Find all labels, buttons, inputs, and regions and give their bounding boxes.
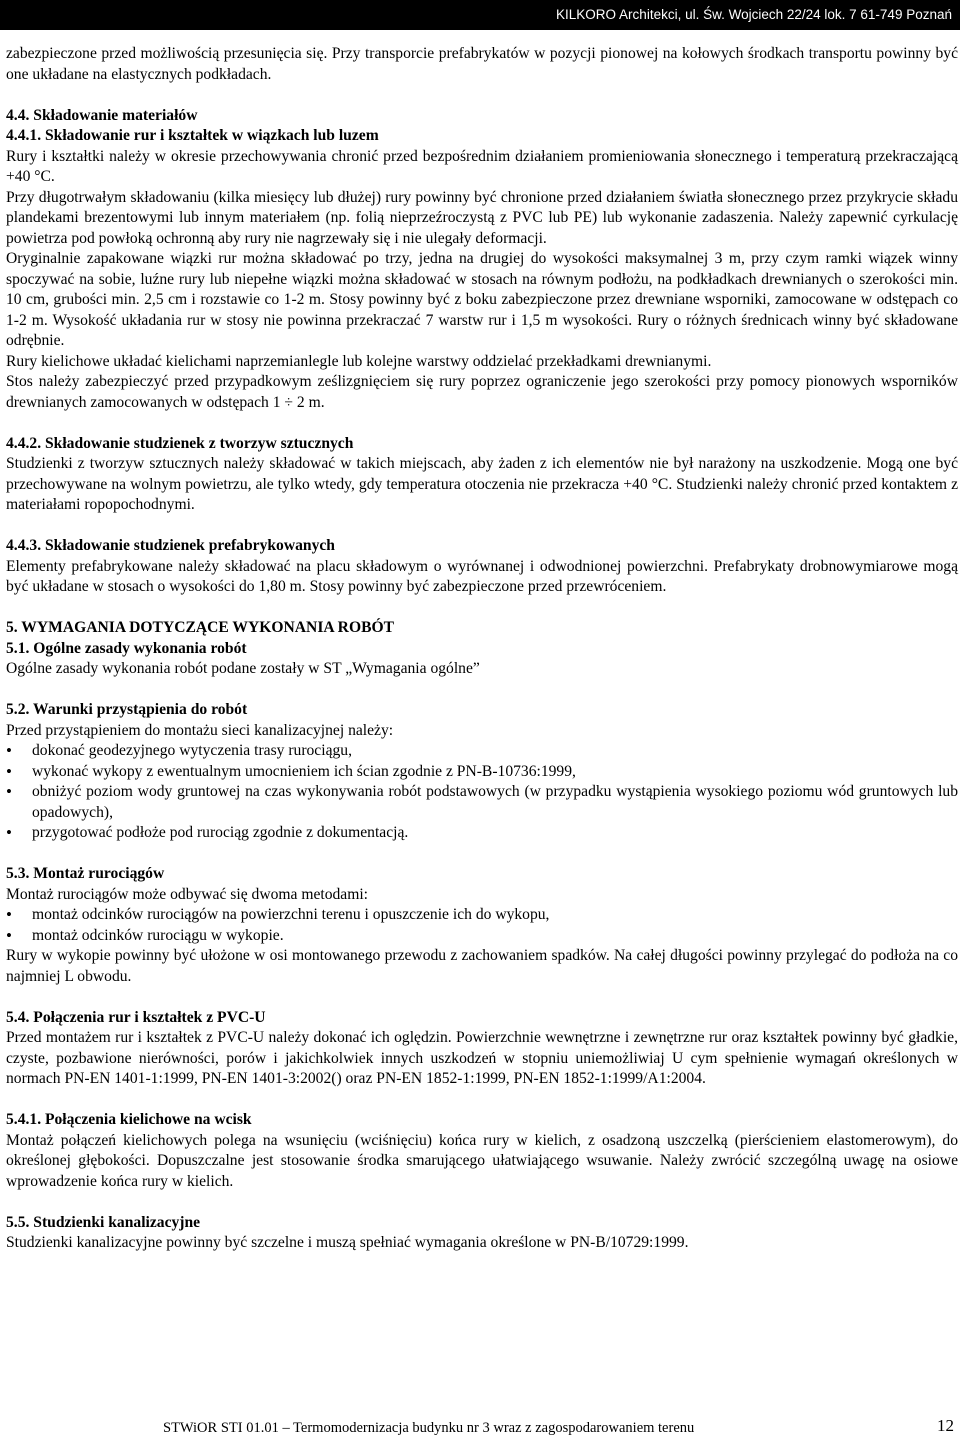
list-item: • przygotować podłoże pod rurociąg zgodnie z dokumentacją.	[6, 823, 958, 844]
paragraph: Przed przystąpieniem do montażu sieci kanalizacyjnej należy:	[6, 721, 394, 739]
header-text: KILKORO Architekci, ul. Św. Wojciech 22/24 lok. 7 61-749 Poznań	[556, 7, 952, 22]
paragraph: Studzienki kanalizacyjne powinny być szczelne i muszą spełniać wymagania określone w PN-B/10729:1999.	[6, 1234, 689, 1251]
section-heading: 4.4. Składowanie materiałów	[6, 106, 198, 124]
paragraph: Montaż rurociągów może odbywać się dwoma metodami:	[6, 885, 369, 903]
paragraph: Rury i kształtki należy w okresie przechowywania chronić przed bezpośrednim działaniem promieniowania słonecznego i temperaturą przekraczającą +40 °C.	[6, 147, 958, 185]
paragraph: Rury kielichowe układać kielichami naprzemianlegle lub kolejne warstwy oddzielać przekładkami drewnianymi.	[6, 352, 712, 370]
subsection-heading: 5.3. Montaż rurociągów	[6, 865, 165, 882]
list-item: • montaż odcinków rurociągów na powierzchni terenu i opuszczenie ich do wykopu,	[6, 905, 958, 926]
list-item: • obniżyć poziom wody gruntowej na czas wykonywania robót podstawowych (w przypadku wystąpienia wysokiego poziomu wód gruntowych lub opadowych),	[6, 782, 958, 823]
page-number: 12	[937, 1416, 954, 1435]
paragraph: Elementy prefabrykowane należy składować na placu składowym o wyrównanej i odwodnionej powierzchni. Prefabrykaty drobnowymiarowe mogą być układane w stosach o wysokości do 1,80 m. Stosy powinny być zabezpieczone przed przewróceniem.	[6, 557, 958, 595]
page-header	[0, 0, 960, 30]
bullet-list	[6, 741, 958, 844]
subsection-heading: 5.1. Ogólne zasady wykonania robót	[6, 639, 247, 657]
paragraph: zabezpieczone przed możliwością przesunięcia się. Przy transporcie prefabrykatów w pozycji pionowej na kołowych środkach transportu powinny być one układane na elastycznych podkładach.	[6, 45, 958, 83]
paragraph: Przy długotrwałym składowaniu (kilka miesięcy lub dłużej) rury powinny być chronione przed działaniem światła słonecznego przez przykrycie składu plandekami brezentowymi lub innym materiałem (np. folią nieprzeźroczystą z PVC lub PE) lub wykonanie zadaszenia. Należy zapewnić cyrkulację powietrza pod powłoką ochronną aby rury nie nagrzewały się i nie ulegały deformacji.	[6, 188, 958, 247]
paragraph: Przed montażem rur i kształtek z PVC-U należy dokonać ich oględzin. Powierzchnie wewnętrzne i zewnętrzne rur oraz kształtek powinny być gładkie, czyste, pozbawione nierówności, porów i jakichkolwiek innych uszkodzeń w stopniu uniemożliwiaj U cym spełnienie wymagań określonych w normach PN-EN 1401-1:1999, PN-EN 1401-3:2002() oraz PN-EN 1852-1:1999, PN-EN 1852-1:1999/A1:2004.	[6, 1029, 958, 1087]
paragraph: Stos należy zabezpieczyć przed przypadkowym ześlizgnięciem się rury poprzez ograniczenie jego szerokości przy pomocy pionowych wsporników drewnianych zamocowanych w odstępach 1 ÷ 2 m.	[6, 373, 958, 411]
bullet-list	[6, 905, 958, 946]
paragraph: Rury w wykopie powinny być ułożone w osi montowanego przewodu z zachowaniem spadków. Na całej długości powinny przylegać do podłoża na co najmniej L obwodu.	[6, 947, 958, 985]
subsection-heading: 4.4.2. Składowanie studzienek z tworzyw sztucznych	[6, 434, 354, 452]
subsection-heading: 4.4.1. Składowanie rur i kształtek w wiązkach lub luzem	[6, 127, 379, 144]
page-footer	[6, 1416, 954, 1440]
paragraph: Montaż połączeń kielichowych polega na wsunięciu (wciśnięciu) końca rury w kielich, z osadzoną uszczelką (pierścieniem elastomerowym), do określonej głębokości. Dopuszczalne jest stosowanie środka smarującego ułatwiającego wsuwanie. Należy zwrócić szczególną uwagę na osiowe wprowadzenie końca rury w kielich.	[6, 1131, 958, 1190]
subsection-heading: 5.5. Studzienki kanalizacyjne	[6, 1213, 201, 1231]
subsection-heading: 5.4.1. Połączenia kielichowe na wcisk	[6, 1111, 252, 1128]
subsection-heading: 5.4. Połączenia rur i kształtek z PVC-U	[6, 1008, 266, 1026]
list-item: • dokonać geodezyjnego wytyczenia trasy rurociągu,	[6, 741, 958, 762]
list-item: • wykonać wykopy z ewentualnym umocnieniem ich ścian zgodnie z PN-B-10736:1999,	[6, 762, 958, 783]
document-body	[6, 44, 958, 1254]
footer-title: STWiOR STI 01.01 – Termomodernizacja budynku nr 3 wraz z zagospodarowaniem terenu	[163, 1420, 695, 1436]
list-item: • montaż odcinków rurociągu w wykopie.	[6, 926, 958, 947]
subsection-heading: 5.2. Warunki przystąpienia do robót	[6, 701, 248, 718]
paragraph: Studzienki z tworzyw sztucznych należy składować w takich miejscach, aby żaden z ich elementów nie był narażony na uszkodzenie. Mogą one być przechowywane na wolnym powietrzu, ale tylko wtedy, gdy temperatura otoczenia nie przekracza +40 °C. Studzienki należy chronić przed kontaktem z materiałami ropopochodnymi.	[6, 455, 958, 513]
section-heading: 5. WYMAGANIA DOTYCZĄCE WYKONANIA ROBÓT	[6, 619, 395, 636]
paragraph: Ogólne zasady wykonania robót podane zostały w ST „Wymagania ogólne”	[6, 660, 480, 677]
paragraph: Oryginalnie zapakowane wiązki rur można składować po trzy, jedna na drugiej do wysokości maksymalnej 3 m, przy czym ramki wiązek winny spoczywać na sobie, luźne rury lub niepełne wiązki można składować w stosach na równym podłożu, na podkładkach drewnianych o szerokości min. 10 cm, grubości min. 2,5 cm i rozstawie co 1-2 m. Stosy powinny być z boku zabezpieczone przez drewniane wsporniki, zamocowane w odstępach co 1-2 m. Wysokość układania rur w stosy nie powinna przekraczać 7 warstw rur i 1,5 m wysokości. Rury o różnych średnicach winny być składowane odrębnie.	[6, 250, 958, 349]
subsection-heading: 4.4.3. Składowanie studzienek prefabrykowanych	[6, 537, 335, 554]
